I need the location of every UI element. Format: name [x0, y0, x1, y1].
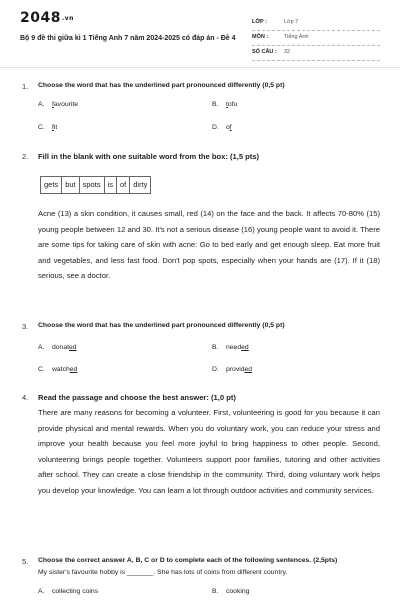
word-box-item: is: [105, 177, 117, 193]
option-underlined: f: [229, 124, 232, 131]
q1-option-b[interactable]: [212, 101, 237, 108]
q1-option-a[interactable]: [38, 101, 78, 108]
option-text: watch: [52, 366, 70, 373]
option-underlined: f: [52, 101, 54, 108]
option-text: need: [226, 344, 242, 351]
option-letter: A.: [38, 344, 45, 351]
document-title: Bộ 9 đề thi giữa kì 1 Tiếng Anh 7 năm 2024-2025 có đáp án - Đề 4: [20, 35, 236, 42]
meta-value: Lớp 7: [284, 19, 299, 25]
question-prompt: Choose the correct answer A, B, C or D to complete each of the following sentences. (2,5pts): [38, 557, 338, 564]
option-letter: B.: [212, 588, 219, 595]
word-box-item: of: [117, 177, 130, 193]
option-letter: B.: [212, 344, 219, 351]
question-number: 4.: [22, 393, 29, 402]
option-letter: D.: [212, 366, 219, 373]
meta-value: 32: [284, 49, 291, 55]
meta-label: SỐ CÂU :: [252, 49, 277, 55]
option-underlined: ed: [69, 344, 77, 351]
option-text: collecting coins: [52, 588, 99, 595]
option-letter: C.: [38, 124, 45, 131]
q1-option-c[interactable]: [38, 124, 57, 131]
question-prompt: Fill in the blank with one suitable word from the box: (1,5 pts): [38, 152, 260, 161]
question-number: 1.: [22, 82, 29, 91]
meta-count-row: [252, 46, 380, 61]
meta-subject-row: [252, 31, 380, 46]
meta-class-row: [252, 16, 380, 31]
logo-suffix: .vn: [61, 14, 74, 22]
option-underlined: ed: [241, 344, 249, 351]
question-number: 3.: [22, 322, 29, 331]
option-text: ofu: [227, 101, 238, 108]
q3-option-d[interactable]: [212, 366, 252, 373]
q5-option-a[interactable]: [38, 588, 98, 595]
option-text: cooking: [226, 588, 250, 595]
q3-option-b[interactable]: [212, 344, 249, 351]
option-letter: A.: [38, 101, 45, 108]
question-prompt: Choose the word that has the underlined part pronounced differently (0,5 pt): [38, 322, 285, 329]
page-header: [0, 0, 400, 64]
meta-value: Tiếng Anh: [284, 34, 309, 40]
question-prompt: Read the passage and choose the best answer: (1,0 pt): [38, 393, 236, 402]
word-box-item: dirty: [133, 180, 148, 189]
question-number: 2.: [22, 152, 29, 161]
option-underlined: f: [52, 124, 54, 131]
q2-passage: Acne (13) a skin condition, it causes small, red (14) on the face and the back. It affects 70-80% (15) young people between 12 and 30. It's not a serious disease (16) young people want to avoid it. There are some tips for taking care of skin with acne: Go to bed early and get enough sleep. Eat more fruit and vegetables, and less fast food. Don't pop spots, especially when your hands are (17). If it (18) serious, see a doctor.: [38, 209, 380, 281]
option-text: it: [53, 124, 58, 131]
option-letter: C.: [38, 366, 45, 373]
option-letter: A.: [38, 588, 45, 595]
option-letter: B.: [212, 101, 219, 108]
q5-option-b[interactable]: [212, 588, 249, 595]
question-prompt: Choose the word that has the underlined part pronounced differently (0,5 pt): [38, 82, 285, 89]
option-underlined: ed: [244, 366, 253, 373]
option-text: donat: [52, 344, 70, 351]
header-divider: [0, 67, 400, 68]
word-box-item: but: [62, 177, 79, 193]
q4-passage: There are many reasons for becoming a volunteer. First, volunteering is good for you because it can provide physical and mental rewards. When you do voluntary work, you can reduce your stress and improve your health because you feel more joyful to bring happiness to other people. Second, volunteering brings people together. Volunteers support poor families, tutoring and other activities after school. They can create a close friendship in the community. Third, doing voluntary work helps you develop your knowledge. You can learn a lot through outdoor activities and community services.: [38, 408, 380, 495]
q3-option-c[interactable]: [38, 366, 77, 373]
site-logo[interactable]: [20, 10, 74, 26]
question-number: 5.: [22, 557, 29, 566]
option-text: avourite: [53, 101, 79, 108]
meta-label: LỚP :: [252, 19, 267, 25]
q3-option-a[interactable]: [38, 344, 77, 351]
word-box-item: gets: [41, 177, 62, 193]
option-text: provid: [226, 366, 245, 373]
option-underlined: ed: [69, 366, 78, 373]
word-box: [40, 176, 151, 194]
meta-label: MÔN :: [252, 34, 269, 40]
q5-sentence: My sister's favourite hobby is _______. She has lots of coins from different country.: [38, 569, 288, 576]
exam-meta: [252, 16, 380, 61]
logo-text: 2048: [20, 10, 61, 26]
option-text: o: [226, 124, 230, 131]
word-box-item: spots: [80, 177, 105, 193]
option-underlined: t: [226, 101, 228, 108]
option-letter: D.: [212, 124, 219, 131]
q1-option-d[interactable]: [212, 124, 232, 131]
